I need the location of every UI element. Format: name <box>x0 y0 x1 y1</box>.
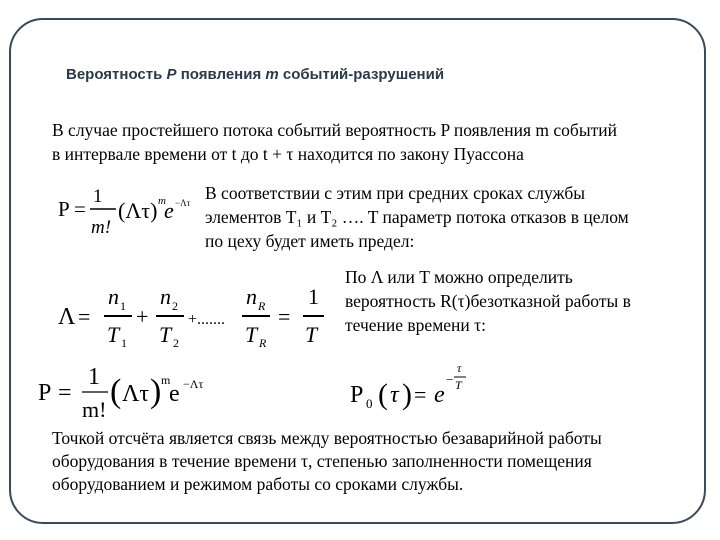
p0-eq: = <box>414 382 427 407</box>
lambda-tr-sub: R <box>259 336 267 350</box>
p0-lhs: P <box>350 382 364 408</box>
lambda-tr: T <box>245 322 258 347</box>
lambda-t2: T <box>159 322 172 347</box>
poisson-small-e: e <box>164 198 174 223</box>
conclusion-line-1: Точкой отсчёта является связь между вероятностью безаварийной работы <box>52 428 602 448</box>
p0-arg-close: ) <box>402 378 412 411</box>
formula-p0 <box>350 358 480 428</box>
conclusion-paragraph <box>52 427 602 496</box>
poisson-large-numerator: 1 <box>88 364 100 390</box>
lambda-n1-sub: 1 <box>120 299 126 313</box>
lambda-lhs: Λ <box>58 304 76 330</box>
lambda-n1: n <box>108 284 119 309</box>
formula-poisson-small <box>58 178 198 240</box>
p0-sub: 0 <box>366 396 373 411</box>
p0-arg-open: ( <box>378 378 388 411</box>
intro-paragraph <box>52 118 617 166</box>
p0-exp-den: T <box>455 378 462 392</box>
poisson-large-power: m <box>161 373 171 387</box>
paragraph-b <box>345 265 631 337</box>
poisson-large-paren-open: ( <box>110 373 122 410</box>
title-mid: появления <box>176 66 266 83</box>
lambda-t1-sub: 1 <box>121 336 127 350</box>
lambda-nr-sub: R <box>258 299 266 313</box>
poisson-large-e: e <box>169 381 180 407</box>
lambda-n2: n <box>160 284 171 309</box>
para-a-line-2: элементов T₁ и T₂ …. T параметр потока отказов в целом <box>205 207 629 227</box>
para-a-line-3: по цеху будет иметь предел: <box>205 231 415 251</box>
p0-e: e <box>434 382 445 408</box>
poisson-large-lambda-tau: Λτ <box>122 381 150 407</box>
slide-title <box>66 66 444 83</box>
poisson-large-eq: = <box>58 380 72 406</box>
lambda-plus1: + <box>136 304 149 329</box>
title-var-p: P <box>166 66 177 83</box>
poisson-small-denominator: m! <box>91 217 112 238</box>
conclusion-line-3: оборудованием и режимом работы со сроками службы. <box>52 474 464 494</box>
lambda-t1: T <box>107 322 120 347</box>
intro-line-1: В случае простейшего потока событий вероятность P появления m событий <box>52 120 617 140</box>
poisson-large-paren-close: ) <box>150 373 162 410</box>
poisson-large-exponent: −Λτ <box>183 377 204 391</box>
poisson-small-numerator: 1 <box>93 186 103 207</box>
para-a-line-1: В соответствии с этим при средних сроках службы <box>205 183 586 203</box>
paragraph-a <box>205 181 629 253</box>
intro-line-2: в интервале времени от t до t + τ находится по закону Пуассона <box>52 144 524 164</box>
lambda-nr: n <box>246 284 257 309</box>
para-b-line-2: вероятность R(τ)безотказной работы в <box>345 291 631 311</box>
p0-tau: τ <box>390 382 399 408</box>
lambda-eq: = <box>78 304 91 329</box>
conclusion-line-2: оборудования в течение времени τ, степенью заполненности помещения <box>52 451 592 471</box>
lambda-one: 1 <box>308 284 319 309</box>
formula-poisson-large <box>38 362 238 426</box>
lambda-eq2: = <box>278 304 291 329</box>
poisson-large-lhs: P <box>38 380 52 406</box>
title-prefix: Вероятность <box>66 66 167 83</box>
lambda-n2-sub: 2 <box>172 299 178 313</box>
lambda-t2-sub: 2 <box>173 336 179 350</box>
poisson-small-eq: = <box>74 197 86 221</box>
para-b-line-1: По Λ или T можно определить <box>345 267 573 287</box>
poisson-small-lhs: P <box>58 197 70 221</box>
poisson-small-exponent: −Λτ <box>175 198 191 208</box>
formula-lambda <box>58 280 333 356</box>
title-suffix: событий-разрушений <box>278 66 445 83</box>
lambda-t: T <box>305 322 318 347</box>
para-b-line-3: течение времени τ: <box>345 315 487 335</box>
poisson-large-denominator: m! <box>82 397 107 422</box>
poisson-small-power: m <box>158 195 166 207</box>
poisson-small-lambda-tau: (Λτ) <box>118 198 158 223</box>
lambda-plus-dots: +....... <box>188 311 226 328</box>
p0-minus: − <box>446 372 454 387</box>
p0-exp-num: τ <box>457 361 462 375</box>
title-var-m: m <box>265 66 279 83</box>
